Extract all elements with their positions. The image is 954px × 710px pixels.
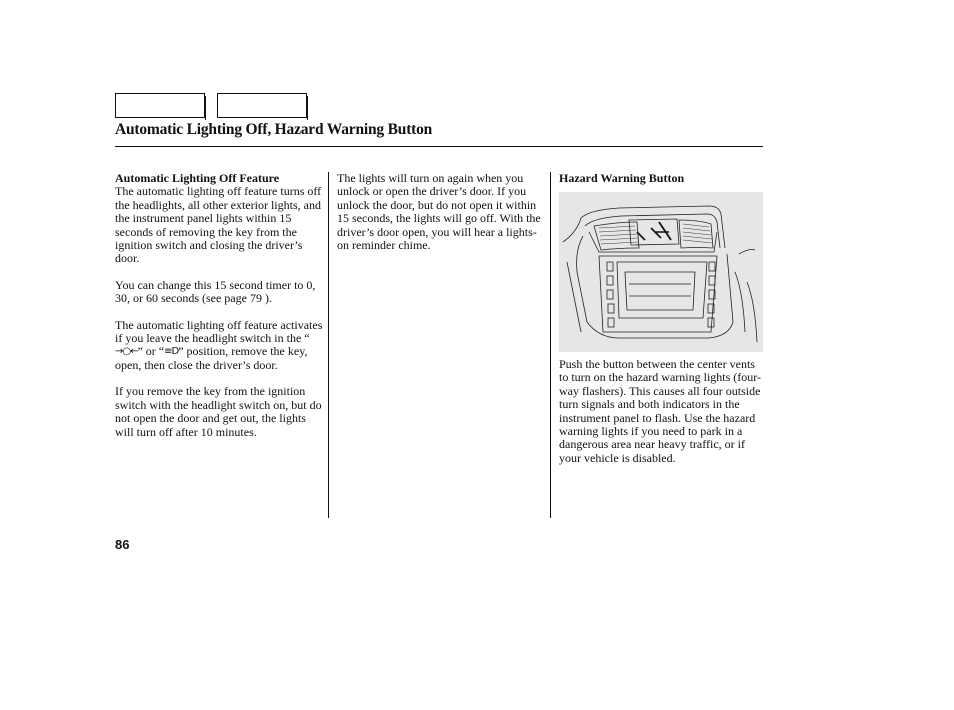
paragraph-auto-lighting-3-part1: The automatic lighting off feature activates if you leave the headlight switch in the “: [115, 317, 323, 346]
title-rule: [115, 146, 763, 147]
right-column: [559, 172, 765, 185]
dashboard-center-console-illustration: [559, 192, 763, 352]
page-number: 86: [115, 537, 130, 552]
left-column: [115, 172, 323, 452]
paragraph-auto-lighting-4: If you remove the key from the ignition switch with the headlight switch on, but do not open the door and get out, the lights will turn off after 10 minutes.: [115, 384, 322, 439]
paragraph-auto-lighting-3: [115, 319, 323, 373]
middle-column: [337, 172, 543, 265]
section-heading-hazard: Hazard Warning Button: [559, 171, 685, 185]
paragraph-auto-lighting-1: The automatic lighting off feature turns off the headlights, all other exterior lights, and the instrument panel lights within 15 seconds of removing the key from the ignition switch and closing the driver’s door.: [115, 184, 322, 266]
page-title: Automatic Lighting Off, Hazard Warning Button: [115, 121, 433, 138]
paragraph-lights-on-again: The lights will turn on again when you unlock or open the driver’s door. If you unlock the door, but do not open it within 15 seconds, the lights will go off. With the driver’s door open, you will hear a lights-on reminder chime.: [337, 171, 541, 253]
paragraph-auto-lighting-3-part3: ” position, remove the key, open, then close the driver’s door.: [115, 344, 308, 372]
paragraph-hazard-warning: Push the button between the center vents to turn on the hazard warning lights (four-way flashers). This causes all four outside turn signals and both indicators in the instrument panel to flash. Use the hazard warning lights if you need to park in a dangerous area near heavy traffic, or if your vehicle is disabled.: [559, 357, 762, 465]
nav-tab-box-2[interactable]: [217, 93, 307, 118]
parking-lights-icon: →○←: [115, 346, 138, 358]
paragraph-auto-lighting-3-part2: ” or “: [137, 344, 165, 359]
column-divider-1: [328, 172, 329, 518]
column-divider-2: [550, 172, 551, 518]
nav-tab-box-1[interactable]: [115, 93, 205, 118]
headlights-icon: ≡D: [164, 346, 179, 358]
section-heading-auto-lighting: Automatic Lighting Off Feature: [115, 171, 280, 185]
paragraph-auto-lighting-2: You can change this 15 second timer to 0, 30, or 60 seconds (see page 79 ).: [115, 277, 316, 306]
